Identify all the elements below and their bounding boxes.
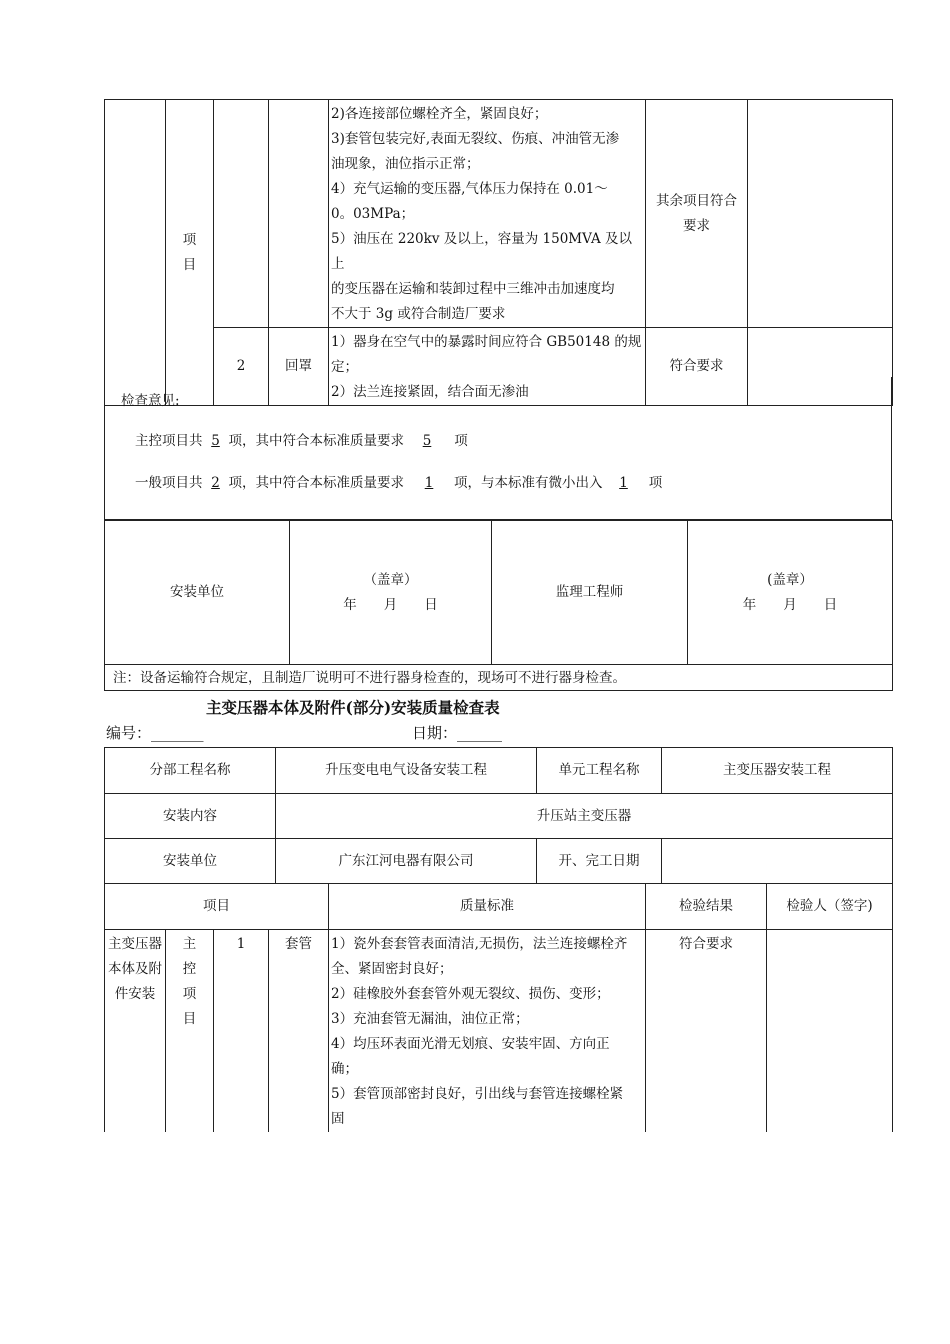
opinion-heading: 检查意见: — [121, 393, 180, 409]
standard-line: 5）油压在 220kv 及以上，容量为 150MVA 及以上 — [331, 231, 633, 272]
date-label: 日期： — [412, 724, 458, 742]
standard-line: 油现象，油位指示正常； — [331, 156, 480, 172]
date-value[interactable]: ______ — [457, 724, 503, 742]
form-info-table — [104, 747, 893, 884]
standard-line: 4）均压环表面光滑无划痕、安装牢固、方向正 — [331, 1036, 610, 1052]
install-unit-value: 广东江河电器有限公司 — [276, 839, 537, 884]
form-title: 主变压器本体及附件(部分)安装质量检查表 — [206, 698, 500, 717]
header-result: 检验结果 — [646, 884, 767, 930]
item-number: 2 — [214, 328, 269, 406]
standard-line: 3）充油套管无漏油，油位正常； — [331, 1011, 529, 1027]
item-name: 回罩 — [269, 328, 329, 406]
result-cell: 符合要求 — [646, 328, 748, 406]
standard-line: 1）器身在空气中的暴露时间应符合 GB50148 的规 — [331, 334, 642, 350]
inspector-cell[interactable] — [748, 100, 893, 328]
form-date — [412, 722, 502, 743]
content-label: 安装内容 — [105, 794, 276, 839]
division-value: 升压变电电气设备安装工程 — [276, 748, 537, 794]
item-label-cell: 项 目 — [166, 100, 214, 406]
install-unit-label: 安装单位 — [105, 839, 276, 884]
seal-text: （盖章） — [363, 571, 418, 588]
seal-text: (盖章） — [767, 571, 813, 588]
gen-suffix: 项 — [648, 475, 663, 491]
standard-line: 2）硅橡胶外套套管外观无裂纹、损伤、变形； — [331, 986, 610, 1002]
standard-line: 定； — [331, 359, 358, 375]
standard-line: 确； — [331, 1061, 358, 1077]
date-text: 年 月 日 — [343, 596, 438, 613]
inspection-table — [104, 883, 893, 1132]
gen-total: 2 — [211, 475, 220, 491]
quality-standard-cell — [329, 100, 646, 328]
main-control-summary — [135, 429, 468, 449]
gen-minor: 1 — [619, 475, 628, 491]
header-standard: 质量标准 — [329, 884, 646, 930]
signature-table — [104, 520, 893, 691]
standard-line: 0。03MPa； — [331, 206, 415, 222]
no-cell-empty — [214, 100, 269, 328]
main-mid: 项，其中符合本标准质量要求 — [228, 433, 404, 449]
inspector-cell[interactable] — [767, 930, 893, 1133]
result-cell: 符合要求 — [646, 930, 767, 1133]
main-prefix: 主控项目共 — [135, 433, 203, 449]
gen-pass: 1 — [424, 475, 434, 491]
header-inspector: 检验人（签字) — [767, 884, 893, 930]
gen-mid: 项，其中符合本标准质量要求 — [228, 475, 404, 491]
unit-project-value: 主变压器安装工程 — [662, 748, 893, 794]
inspection-opinion-box — [104, 377, 892, 520]
standard-line: 1）瓷外套套管表面清洁,无损伤，法兰连接螺栓齐 — [331, 936, 628, 952]
main-total: 5 — [211, 433, 220, 449]
supervisor-seal[interactable] — [688, 521, 893, 665]
quality-standard-cell — [329, 930, 646, 1133]
result-cell: 其余项目符合要求 — [646, 100, 748, 328]
gen-prefix: 一般项目共 — [135, 475, 203, 491]
header-item: 项目 — [105, 884, 329, 930]
supervisor-label: 监理工程师 — [492, 521, 688, 665]
gen-mid2: 项，与本标准有微小出入 — [454, 475, 603, 491]
division-label: 分部工程名称 — [105, 748, 276, 794]
standard-line: 2)各连接部位螺栓齐全，紧固良好； — [331, 106, 548, 122]
date-text: 年 月 日 — [742, 596, 838, 613]
standard-line: 全、紧固密封良好； — [331, 961, 453, 977]
unit-project-label: 单元工程名称 — [537, 748, 662, 794]
number-value[interactable]: _______ — [151, 724, 204, 742]
category-cell: 主变压器 本体及附 件安装 — [105, 930, 166, 1133]
content-value: 升压站主变压器 — [276, 794, 893, 839]
general-summary — [135, 471, 662, 491]
note-cell: 注：设备运输符合规定，且制造厂说明可不进行器身检查的，现场可不进行器身检查。 — [105, 665, 893, 691]
standard-line: 固 — [331, 1111, 345, 1127]
main-pass: 5 — [422, 433, 432, 449]
form-number — [106, 722, 204, 743]
standard-line: 3)套管包装完好,表面无裂纹、伤痕、冲油管无渗 — [331, 131, 620, 147]
dates-label: 开、完工日期 — [537, 839, 662, 884]
continuation-table — [104, 99, 893, 406]
category-cell-empty — [105, 100, 166, 406]
install-unit-seal[interactable] — [290, 521, 492, 665]
dates-value[interactable] — [662, 839, 893, 884]
main-suffix: 项 — [454, 433, 468, 449]
item-name: 套管 — [269, 930, 329, 1133]
number-label: 编号： — [106, 724, 152, 742]
standard-line: 的变压器在运输和装卸过程中三维冲击加速度均 — [331, 281, 615, 297]
standard-line: 不大于 3g 或符合制造厂要求 — [331, 306, 506, 322]
main-control-label: 主 控 项 目 — [166, 930, 214, 1133]
item-number: 1 — [214, 930, 269, 1133]
standard-line: 5）套管顶部密封良好，引出线与套管连接螺栓紧 — [331, 1086, 624, 1102]
standard-line: 2）法兰连接紧固，结合面无渗油 — [331, 384, 529, 400]
name-cell-empty — [269, 100, 329, 328]
standard-line: 4）充气运输的变压器,气体压力保持在 0.01～ — [331, 181, 608, 197]
install-unit-label: 安装单位 — [105, 521, 290, 665]
